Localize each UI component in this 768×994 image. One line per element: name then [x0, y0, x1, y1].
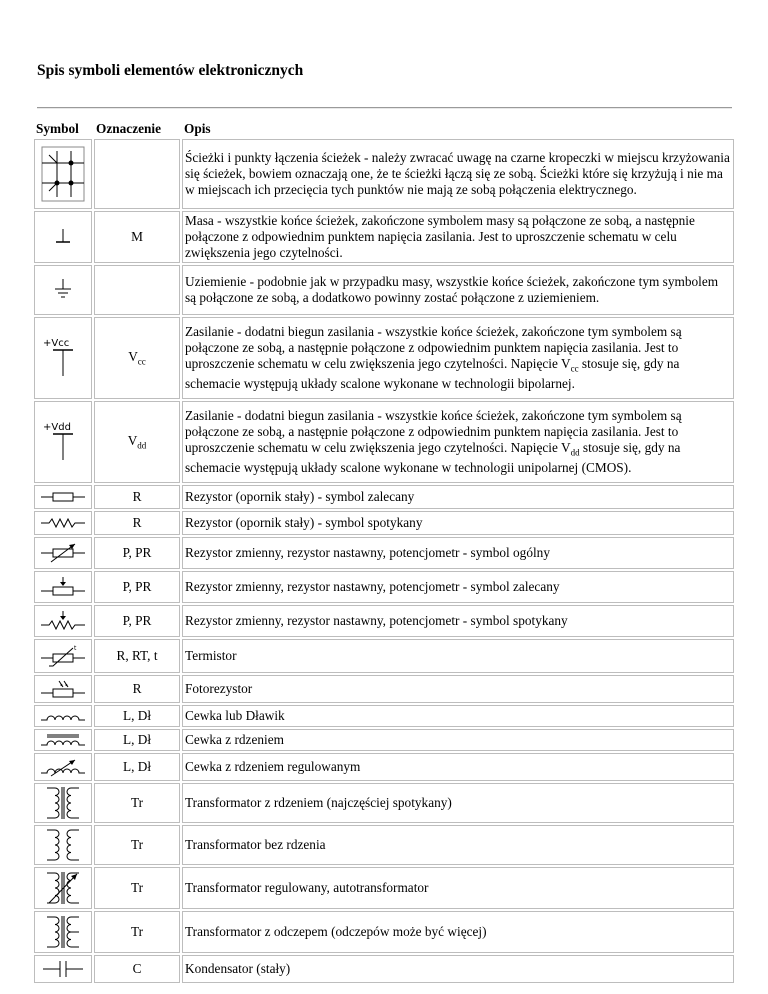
symbols-table: [32, 117, 736, 985]
crossing-paths-icon: [39, 143, 87, 205]
photoresistor-icon: [39, 679, 87, 699]
variable-resistor-icon: [39, 541, 87, 565]
header-opis: Opis: [184, 121, 211, 136]
table-row: [34, 911, 734, 953]
row-oznaczenie: R, RT, t: [94, 639, 180, 673]
table-row: [34, 955, 734, 983]
row-opis: Ścieżki i punkty łączenia ścieżek - należy zwracać uwagę na czarne kropeczki w miejscu krzyżowania się ścieżek, bowiem oznaczają one, że te ścieżki łączą się ze sobą. Ścieżki które się krzyżują i nie ma w miejscach ich przecięcia tych punktów nie mają ze sobą połączenia elektrycznego.: [182, 139, 734, 209]
table-row: [34, 571, 734, 603]
row-oznaczenie: Tr: [94, 825, 180, 865]
table-row: [34, 537, 734, 569]
page-title: Spis symboli elementów elektronicznych: [37, 62, 304, 79]
row-opis: Cewka lub Dławik: [182, 705, 734, 727]
resistor-zigzag-icon: [39, 516, 87, 530]
row-oznaczenie: [94, 265, 180, 315]
table-row: [34, 639, 734, 673]
transformer-core-icon: [39, 786, 87, 820]
table-row: [34, 139, 734, 209]
row-opis: Rezystor zmienny, rezystor nastawny, potencjometr - symbol ogólny: [182, 537, 734, 569]
row-oznaczenie: C: [94, 955, 180, 983]
row-opis: Cewka z rdzeniem regulowanym: [182, 753, 734, 781]
ground-mass-icon: [43, 225, 83, 249]
potentiometer-box-icon: [39, 575, 87, 599]
row-opis: Zasilanie - dodatni biegun zasilania - wszystkie końce ścieżek, zakończone tym symbolem są połączone ze sobą, a następnie połączone z odpowiednim punktem napięcia zasilania. Jest to uproszczenie schematu w celu zwiększenia jego czytelności. Napięcie $V_{cc}$ stosuje się, gdy na schemacie występują układy scalone wykonane w technologii bipolarnej.: [182, 317, 734, 399]
table-row: [34, 705, 734, 727]
header-oznaczenie: Oznaczenie: [96, 121, 161, 136]
table-row: [34, 317, 734, 399]
vdd-supply-icon: [39, 420, 87, 464]
row-opis: Rezystor (opornik stały) - symbol zalecany: [182, 485, 734, 509]
row-oznaczenie: [94, 139, 180, 209]
row-opis: Zasilanie - dodatni biegun zasilania - wszystkie końce ścieżek, zakończone tym symbolem są połączone ze sobą, a następnie połączone z odpowiednim punktem napięcia zasilania. Jest to uproszczenie schematu w celu zwiększenia jego czytelności. Napięcie $V_{dd}$ stosuje się, gdy na schemacie występują układy scalone wykonane w technologii unipolarnej (CMOS).: [182, 401, 734, 483]
vdd-label: +Vdd: [43, 422, 71, 433]
row-opis: Rezystor zmienny, rezystor nastawny, potencjometr - symbol zalecany: [182, 571, 734, 603]
transformer-tapped-icon: [39, 915, 87, 949]
row-oznaczenie: P, PR: [94, 571, 180, 603]
table-row: [34, 485, 734, 509]
row-oznaczenie: R: [94, 511, 180, 535]
row-opis: Rezystor zmienny, rezystor nastawny, potencjometr - symbol spotykany: [182, 605, 734, 637]
horizontal-rule: [37, 107, 732, 109]
inductor-icon: [39, 709, 87, 723]
table-row: [34, 675, 734, 703]
thermistor-icon: [39, 643, 87, 669]
earth-ground-icon: [43, 275, 83, 305]
capacitor-icon: [39, 959, 87, 979]
row-opis: Termistor: [182, 639, 734, 673]
row-oznaczenie: $V_{dd}$: [94, 401, 180, 483]
table-row: [34, 729, 734, 751]
potentiometer-zigzag-icon: [39, 609, 87, 633]
table-row: [34, 605, 734, 637]
table-row: [34, 867, 734, 909]
row-oznaczenie: $V_{cc}$: [94, 317, 180, 399]
row-oznaczenie: L, Dł: [94, 729, 180, 751]
row-opis: Kondensator (stały): [182, 955, 734, 983]
row-opis: Uziemienie - podobnie jak w przypadku masy, wszystkie końce ścieżek, zakończone tym symbolem są połączone ze sobą, a dodatkowo powinny zostać połączone z uziemieniem.: [182, 265, 734, 315]
row-oznaczenie: Tr: [94, 867, 180, 909]
row-opis: Rezystor (opornik stały) - symbol spotykany: [182, 511, 734, 535]
table-row: [34, 211, 734, 263]
row-oznaczenie: R: [94, 675, 180, 703]
table-row: [34, 265, 734, 315]
transformer-adjustable-icon: [39, 871, 87, 905]
table-row: [34, 825, 734, 865]
transformer-air-icon: [39, 828, 87, 862]
row-opis: Fotorezystor: [182, 675, 734, 703]
table-row: [34, 511, 734, 535]
inductor-core-icon: [39, 733, 87, 747]
row-oznaczenie: L, Dł: [94, 753, 180, 781]
row-oznaczenie: P, PR: [94, 605, 180, 637]
row-opis: Transformator bez rdzenia: [182, 825, 734, 865]
row-opis: Transformator regulowany, autotransformator: [182, 867, 734, 909]
row-oznaczenie: R: [94, 485, 180, 509]
vcc-label: +Vcc: [43, 338, 70, 349]
table-header-row: [34, 119, 734, 137]
inductor-adjustable-icon: [39, 757, 87, 777]
row-oznaczenie: Tr: [94, 783, 180, 823]
table-row: [34, 783, 734, 823]
thermistor-t-label: t: [74, 645, 77, 652]
header-symbol: Symbol: [36, 121, 79, 136]
row-oznaczenie: L, Dł: [94, 705, 180, 727]
row-oznaczenie: Tr: [94, 911, 180, 953]
row-opis: Masa - wszystkie końce ścieżek, zakończone symbolem masy są połączone ze sobą, a następnie połączone z odpowiednim punktem napięcia zasilania. Jest to uproszczenie schematu w celu zwiększenia jego czytelności.: [182, 211, 734, 263]
row-oznaczenie: M: [94, 211, 180, 263]
table-row: [34, 753, 734, 781]
row-opis: Cewka z rdzeniem: [182, 729, 734, 751]
row-oznaczenie: P, PR: [94, 537, 180, 569]
resistor-box-icon: [39, 490, 87, 504]
row-opis: Transformator z rdzeniem (najczęściej spotykany): [182, 783, 734, 823]
row-opis: Transformator z odczepem (odczepów może być więcej): [182, 911, 734, 953]
vcc-supply-icon: [39, 336, 87, 380]
table-row: [34, 401, 734, 483]
